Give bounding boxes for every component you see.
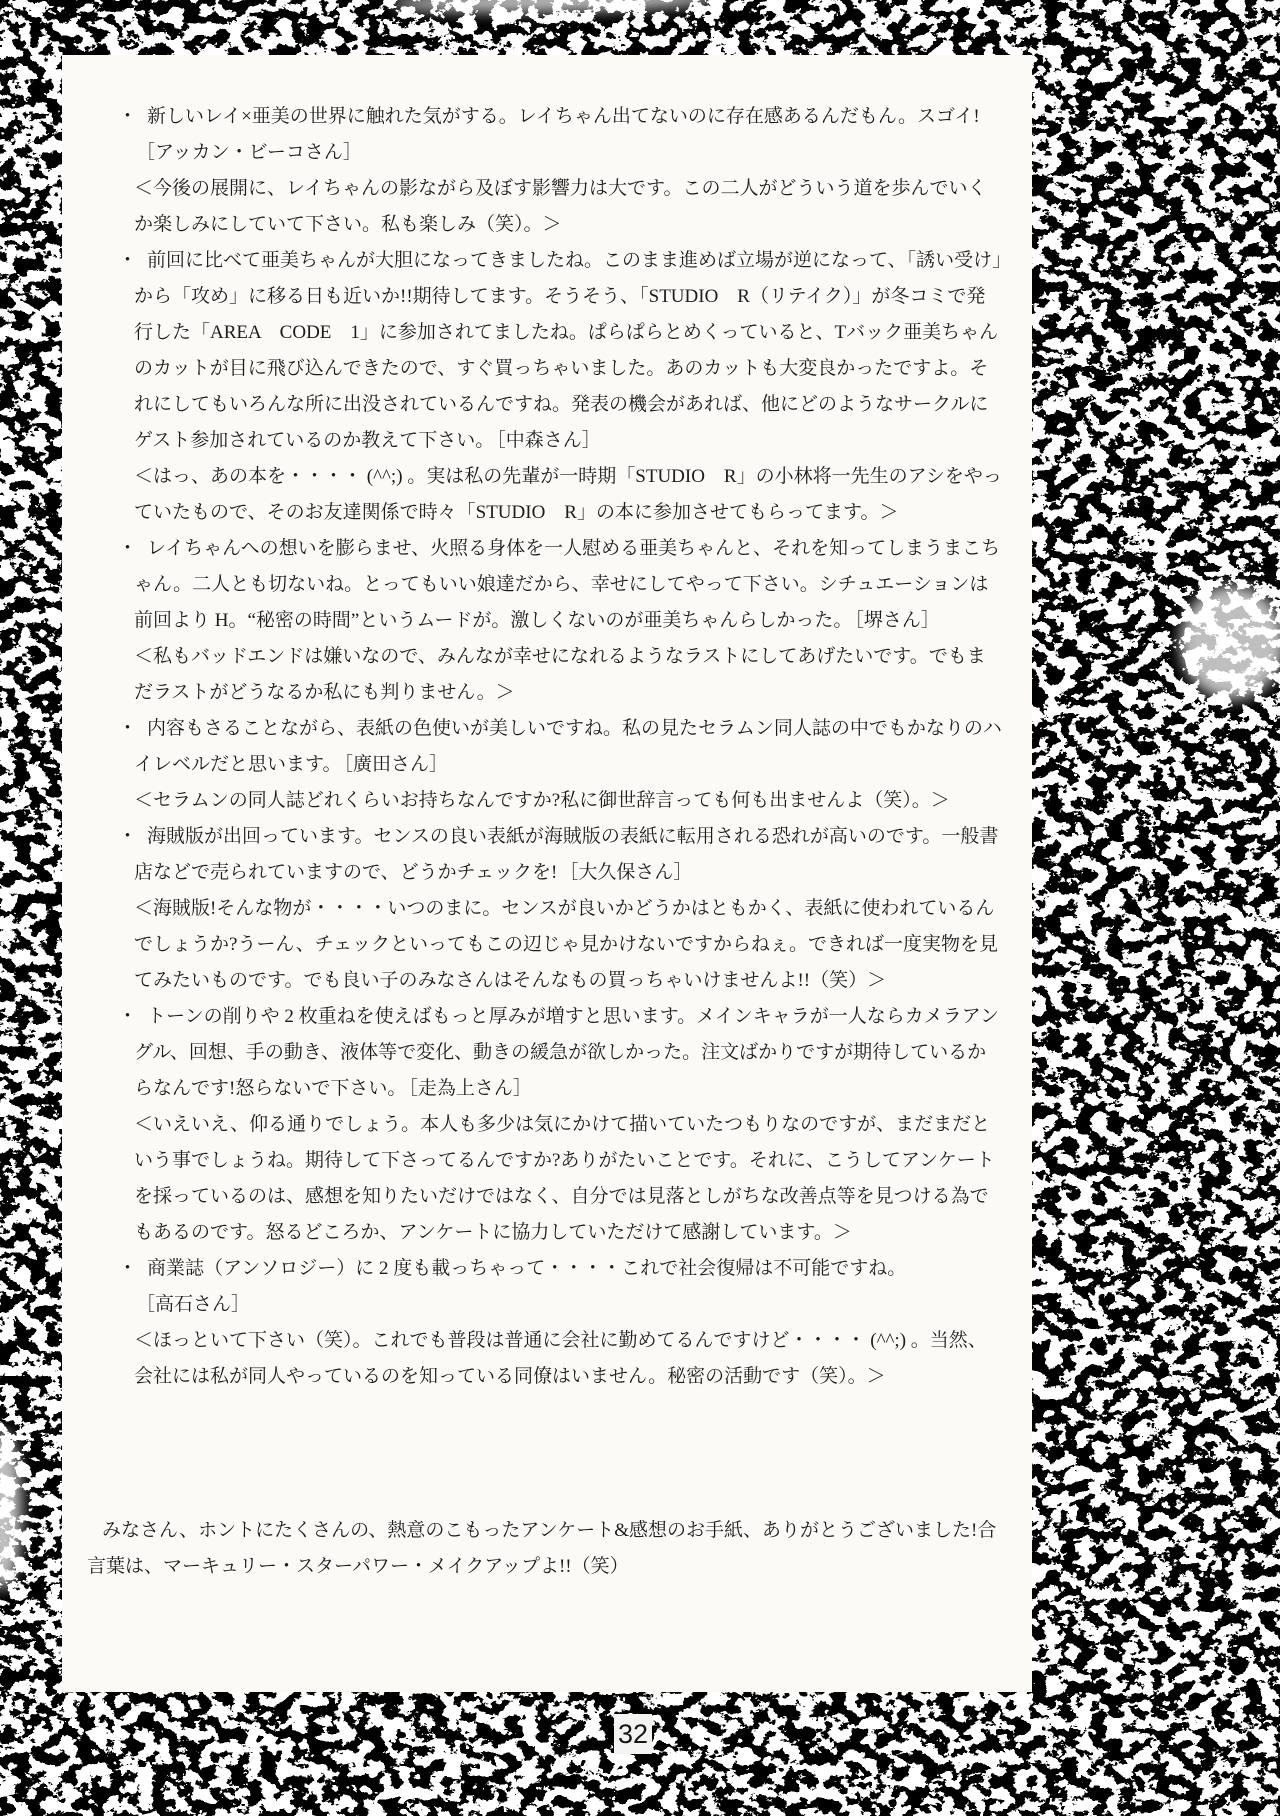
- bullet-marker: ・: [118, 826, 138, 847]
- reader-letter: [118, 1251, 1004, 1395]
- comment-author: ［アッカン・ビーコさん］: [136, 142, 362, 163]
- artist-reply: ＜今後の展開に、レイちゃんの影ながら及ぼす影響力は大です。この二人がどういう道を歩んでいくか楽しみにしていて下さい。私も楽しみ（笑）。＞: [134, 178, 987, 235]
- page-content: [62, 55, 1032, 1692]
- reader-letter: [118, 819, 1004, 999]
- artist-reply: ＜ほっといて下さい（笑）。これでも普段は普通に会社に勤めてるんですけど・・・・ (^^;) 。当然、会社には私が同人やっているのを知っている同僚はいません。秘密の活動です（笑）。＞: [134, 1330, 987, 1387]
- artist-reply: ＜海賊版!そんな物が・・・・いつのまに。センスが良いかどうかはともかく、表紙に使われているんでしょうか?うーん、チェックといってもこの辺じゃ見かけないですからねぇ。できれば一度実物を見てみたいものです。でも良い子のみなさんはそんなもの買っちゃいけませんよ!!（笑）＞: [134, 898, 999, 991]
- bullet-marker: ・: [118, 538, 138, 559]
- comment-author: ［廣田さん］: [343, 754, 448, 775]
- reader-letter: [118, 711, 1004, 819]
- comment-text: レイちゃんへの想いを膨らませ、火照る身体を一人慰める亜美ちゃんと、それを知ってしまうまこちゃん。二人とも切ないね。とってもいい娘達だから、幸せにしてやって下さい。シチュエーションは前回より H。“秘密の時間”というムードが。激しくないのが亜美ちゃんらしかった。: [134, 538, 1001, 631]
- comment-text: 海賊版が出回っています。センスの良い表紙が海賊版の表紙に転用される恐れが高いのです。一般書店などで売られていますので、どうかチェックを!: [134, 826, 999, 883]
- comment-author: ［高石さん］: [136, 1294, 251, 1315]
- comment-author: ［堺さん］: [854, 610, 940, 631]
- bullet-marker: ・: [118, 1006, 138, 1027]
- comment-text: 新しいレイ×亜美の世界に触れた気がする。レイちゃん出てないのに存在感あるんだもん。スゴイ!: [147, 106, 980, 127]
- comment-author: ［大久保さん］: [559, 862, 693, 883]
- closing-message: みなさん、ホントにたくさんの、熱意のこもったアンケート&感想のお手紙、ありがとうございました!合言葉は、マーキュリー・スターパワー・メイクアップよ!!（笑）: [87, 1520, 997, 1577]
- reader-comment: [118, 1251, 1004, 1323]
- reader-letters-section: [62, 55, 1032, 1395]
- reader-comment: [118, 819, 1004, 891]
- bullet-marker: ・: [118, 106, 138, 127]
- bullet-marker: ・: [118, 1258, 138, 1279]
- comment-author: ［走為上さん］: [408, 1078, 532, 1099]
- bullet-marker: ・: [118, 250, 138, 271]
- reader-letter: [118, 99, 1004, 243]
- comment-author: ［中森さん］: [496, 430, 601, 451]
- artist-reply: ＜いえいえ、仰る通りでしょう。本人も多少は気にかけて描いていたつもりなのですが、まだまだという事でしょうね。期待して下さってるんですか?ありがたいことです。それに、こうしてアンケートを採っているのは、感想を知りたいだけではなく、自分では見落としがちな改善点等を見つける為でもあるのです。怒るどころか、アンケートに協力していただけて感謝しています。＞: [134, 1114, 995, 1243]
- reader-comment: [118, 711, 1004, 783]
- artist-reply: ＜はっ、あの本を・・・・ (^^;) 。実は私の先輩が一時期「STUDIO R」の小林将一先生のアシをやっていたもので、そのお友達関係で時々「STUDIO R」の本に参加させてもらってます。＞: [134, 466, 1002, 523]
- artist-reply: ＜セラムンの同人誌どれくらいお持ちなんですか?私に御世辞言っても何も出ませんよ（笑）。＞: [134, 790, 950, 811]
- reader-comment: [118, 999, 1004, 1107]
- reader-comment: [118, 243, 1004, 459]
- scan-artifact: [1180, 585, 1280, 700]
- comment-text: 内容もさることながら、表紙の色使いが美しいですね。私の見たセラムン同人誌の中でもかなりのハイレベルだと思います。: [134, 718, 1002, 775]
- comment-text: 前回に比べて亜美ちゃんが大胆になってきましたね。このまま進めば立場が逆になって、「誘い受け」から「攻め」に移る日も近いか!!期待してます。そうそう、「STUDIO R（リテイク）」が冬コミで発行した「AREA CODE 1」に参加されてましたね。ぱらぱらとめくっていると、Tバック亜美ちゃんのカットが目に飛び込んできたので、すぐ買っちゃいました。あのカットも大変良かったですよ。それにしてもいろんな所に出没されているんですね。発表の機会があれば、他にどのようなサークルにゲスト参加されているのか教えて下さい。: [134, 250, 1002, 451]
- reader-comment: [118, 531, 1004, 639]
- comment-text: 商業誌（アンソロジー）に 2 度も載っちゃって・・・・これで社会復帰は不可能ですね。: [147, 1258, 907, 1279]
- reader-letter: [118, 531, 1004, 711]
- reader-comment: [118, 99, 1004, 171]
- artist-reply: ＜私もバッドエンドは嫌いなので、みんなが幸せになれるようなラストにしてあげたいです。でもまだラストがどうなるか私にも判りません。＞: [134, 646, 986, 703]
- comment-text: トーンの削りや 2 枚重ねを使えばもっと厚みが増すと思います。メインキャラが一人ならカメラアングル、回想、手の動き、液体等で変化、動きの緩急が欲しかった。注文ばかりですが期待しているからなんです!怒らないで下さい。: [134, 1006, 999, 1099]
- reader-letter: [118, 243, 1004, 531]
- reader-letter: [118, 999, 1004, 1251]
- page-number: 32: [614, 1714, 652, 1754]
- bullet-marker: ・: [118, 718, 138, 739]
